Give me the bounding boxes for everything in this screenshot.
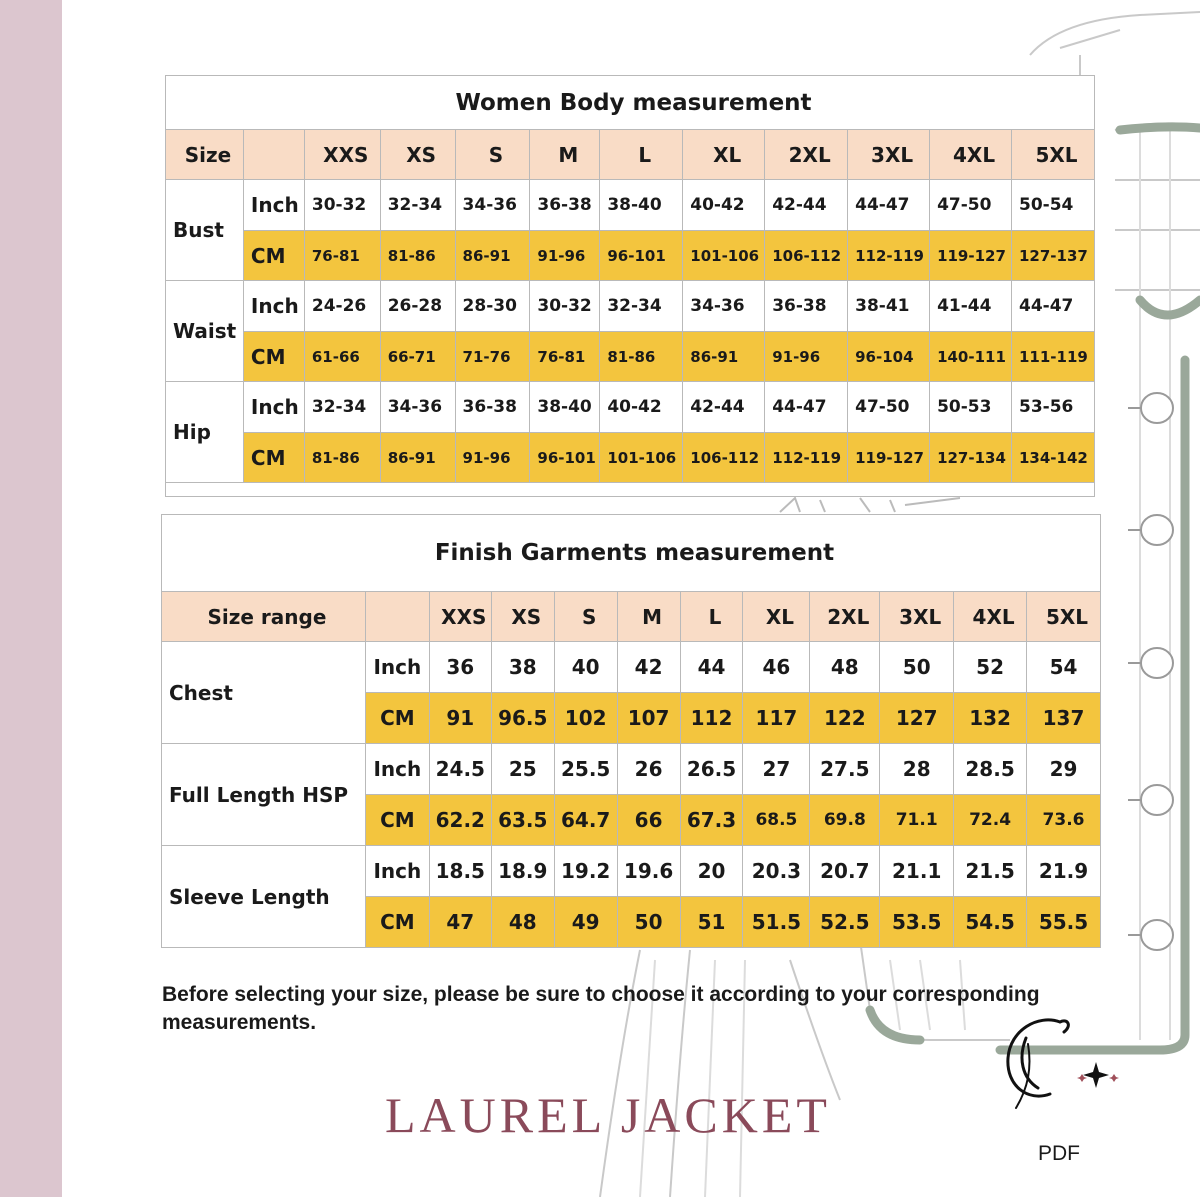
value-cell: 101-106 [683,231,765,281]
unit-inch: Inch [365,744,429,795]
value-cell: 96-101 [530,433,600,483]
group-label-bust: Bust [166,180,244,281]
size-header: XL [743,592,810,642]
unit-cm: CM [243,231,304,281]
unit-cm: CM [365,795,429,846]
unit-inch: Inch [243,382,304,433]
value-cell: 48 [810,642,880,693]
value-cell: 132 [954,693,1027,744]
value-cell: 81-86 [304,433,380,483]
value-cell: 47 [429,897,491,948]
group-label-sleeve-length: Sleeve Length [162,846,366,948]
size-header: S [455,130,530,180]
table-row [162,846,1101,897]
value-cell: 137 [1027,693,1101,744]
value-cell: 50 [880,642,954,693]
table-row [166,281,1095,332]
value-cell: 47-50 [848,382,930,433]
table-row [166,180,1095,231]
table-row [166,332,1095,382]
value-cell: 32-34 [600,281,683,332]
value-cell: 26.5 [680,744,743,795]
size-header: M [530,130,600,180]
body-measurement-table [165,75,1095,497]
value-cell: 54.5 [954,897,1027,948]
size-range-label: Size range [162,592,366,642]
size-header: 4XL [930,130,1012,180]
value-cell: 140-111 [930,332,1012,382]
value-cell: 24-26 [304,281,380,332]
value-cell: 91-96 [455,433,530,483]
value-cell: 44-47 [765,382,848,433]
value-cell: 66-71 [380,332,455,382]
value-cell: 134-142 [1012,433,1095,483]
value-cell: 106-112 [683,433,765,483]
value-cell: 51.5 [743,897,810,948]
size-header: XXS [429,592,491,642]
value-cell: 28 [880,744,954,795]
value-cell: 25 [491,744,554,795]
value-cell: 68.5 [743,795,810,846]
table-tail [166,483,1095,497]
table-row [166,231,1095,281]
value-cell: 32-34 [380,180,455,231]
value-cell: 20.3 [743,846,810,897]
value-cell: 91 [429,693,491,744]
value-cell: 28.5 [954,744,1027,795]
table-row [166,433,1095,483]
size-selection-note: Before selecting your size, please be sure to choose it according to your corresponding measurements. [162,983,1040,1034]
value-cell: 34-36 [455,180,530,231]
value-cell: 86-91 [455,231,530,281]
table-row [162,642,1101,693]
group-label-chest: Chest [162,642,366,744]
value-cell: 26 [617,744,680,795]
value-cell: 53.5 [880,897,954,948]
value-cell: 30-32 [530,281,600,332]
value-cell: 107 [617,693,680,744]
value-cell: 101-106 [600,433,683,483]
value-cell: 76-81 [530,332,600,382]
garment-table-header [162,592,1101,642]
table-row [166,382,1095,433]
value-cell: 55.5 [1027,897,1101,948]
size-header: XXS [304,130,380,180]
size-header: S [554,592,617,642]
value-cell: 47-50 [930,180,1012,231]
value-cell: 38-40 [600,180,683,231]
value-cell: 66 [617,795,680,846]
value-cell: 86-91 [683,332,765,382]
size-header: 4XL [954,592,1027,642]
unit-inch: Inch [243,180,304,231]
size-label: Size [166,130,244,180]
value-cell: 64.7 [554,795,617,846]
group-label-full-length-hsp: Full Length HSP [162,744,366,846]
value-cell: 71.1 [880,795,954,846]
value-cell: 111-119 [1012,332,1095,382]
value-cell: 73.6 [1027,795,1101,846]
script-c-logo [998,1008,1128,1118]
pdf-label: PDF [1038,1142,1080,1165]
value-cell: 42 [617,642,680,693]
value-cell: 20 [680,846,743,897]
value-cell: 21.5 [954,846,1027,897]
value-cell: 28-30 [455,281,530,332]
value-cell: 21.1 [880,846,954,897]
value-cell: 112-119 [765,433,848,483]
value-cell: 72.4 [954,795,1027,846]
value-cell: 81-86 [600,332,683,382]
size-header: 3XL [848,130,930,180]
value-cell: 91-96 [530,231,600,281]
value-cell: 18.5 [429,846,491,897]
value-cell: 36-38 [455,382,530,433]
value-cell: 34-36 [683,281,765,332]
value-cell: 44-47 [1012,281,1095,332]
value-cell: 40-42 [683,180,765,231]
value-cell: 42-44 [765,180,848,231]
value-cell: 86-91 [380,433,455,483]
group-label-waist: Waist [166,281,244,382]
value-cell: 38-41 [848,281,930,332]
value-cell: 19.6 [617,846,680,897]
value-cell: 27.5 [810,744,880,795]
value-cell: 54 [1027,642,1101,693]
value-cell: 112-119 [848,231,930,281]
value-cell: 127-137 [1012,231,1095,281]
value-cell: 42-44 [683,382,765,433]
value-cell: 119-127 [930,231,1012,281]
unit-cm: CM [243,433,304,483]
value-cell: 18.9 [491,846,554,897]
value-cell: 127 [880,693,954,744]
value-cell: 24.5 [429,744,491,795]
value-cell: 96-104 [848,332,930,382]
unit-inch: Inch [365,846,429,897]
value-cell: 26-28 [380,281,455,332]
size-header: 5XL [1027,592,1101,642]
value-cell: 91-96 [765,332,848,382]
value-cell: 41-44 [930,281,1012,332]
value-cell: 127-134 [930,433,1012,483]
value-cell: 112 [680,693,743,744]
value-cell: 52 [954,642,1027,693]
value-cell: 40 [554,642,617,693]
value-cell: 38-40 [530,382,600,433]
value-cell: 96.5 [491,693,554,744]
size-header: 3XL [880,592,954,642]
value-cell: 30-32 [304,180,380,231]
body-table-title: Women Body measurement [166,76,1095,130]
value-cell: 25.5 [554,744,617,795]
brand-title: LAUREL JACKET [385,1087,831,1143]
value-cell: 36-38 [530,180,600,231]
value-cell: 44-47 [848,180,930,231]
value-cell: 62.2 [429,795,491,846]
unit-header-cell [243,130,304,180]
value-cell: 117 [743,693,810,744]
garment-table-title: Finish Garments measurement [162,515,1101,592]
value-cell: 44 [680,642,743,693]
size-header: XL [683,130,765,180]
table-row [162,744,1101,795]
value-cell: 34-36 [380,382,455,433]
value-cell: 63.5 [491,795,554,846]
value-cell: 122 [810,693,880,744]
value-cell: 32-34 [304,382,380,433]
value-cell: 69.8 [810,795,880,846]
value-cell: 52.5 [810,897,880,948]
value-cell: 40-42 [600,382,683,433]
size-header: XS [491,592,554,642]
unit-cm: CM [365,897,429,948]
value-cell: 106-112 [765,231,848,281]
unit-cm: CM [365,693,429,744]
size-header: XS [380,130,455,180]
value-cell: 81-86 [380,231,455,281]
group-label-hip: Hip [166,382,244,483]
size-header: 2XL [765,130,848,180]
value-cell: 96-101 [600,231,683,281]
value-cell: 61-66 [304,332,380,382]
value-cell: 46 [743,642,810,693]
value-cell: 49 [554,897,617,948]
value-cell: 36 [429,642,491,693]
size-header: L [680,592,743,642]
value-cell: 119-127 [848,433,930,483]
size-header: M [617,592,680,642]
unit-header-cell [365,592,429,642]
value-cell: 50 [617,897,680,948]
value-cell: 53-56 [1012,382,1095,433]
sparkle-icon [1077,1062,1119,1088]
value-cell: 76-81 [304,231,380,281]
value-cell: 38 [491,642,554,693]
value-cell: 36-38 [765,281,848,332]
unit-cm: CM [243,332,304,382]
value-cell: 51 [680,897,743,948]
unit-inch: Inch [365,642,429,693]
size-header: 5XL [1012,130,1095,180]
value-cell: 48 [491,897,554,948]
size-header: 2XL [810,592,880,642]
garment-measurement-table [161,514,1101,948]
value-cell: 27 [743,744,810,795]
value-cell: 19.2 [554,846,617,897]
value-cell: 21.9 [1027,846,1101,897]
body-table-header [166,130,1095,180]
value-cell: 71-76 [455,332,530,382]
value-cell: 50-53 [930,382,1012,433]
value-cell: 29 [1027,744,1101,795]
table-tail-cell [166,483,1095,497]
unit-inch: Inch [243,281,304,332]
size-header: L [600,130,683,180]
value-cell: 20.7 [810,846,880,897]
value-cell: 67.3 [680,795,743,846]
value-cell: 50-54 [1012,180,1095,231]
value-cell: 102 [554,693,617,744]
